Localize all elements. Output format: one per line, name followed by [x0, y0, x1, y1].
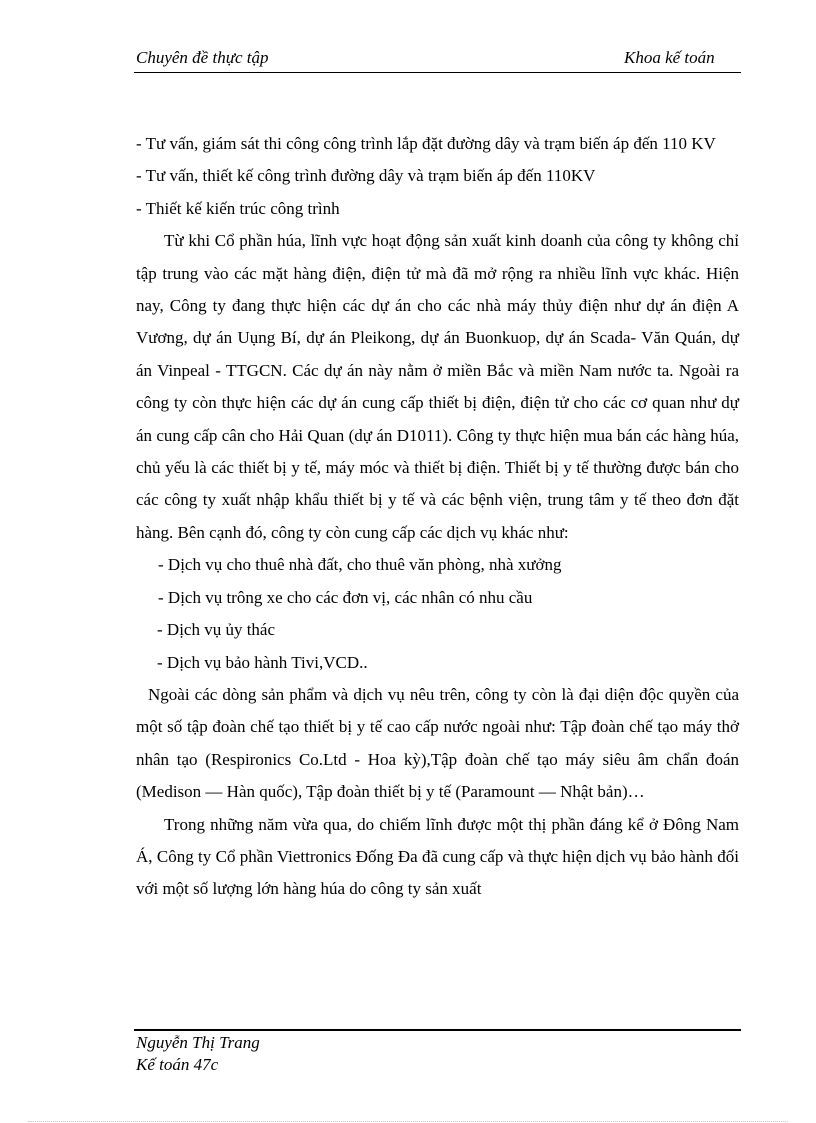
footer-author-name: Nguyễn Thị Trang [136, 1033, 260, 1052]
bullet-consulting-design: - Tư vấn, thiết kế công trình đường dây và trạm biến áp đến 110KV [136, 166, 596, 186]
header-faculty: Khoa kế toán [624, 48, 715, 67]
page-bottom-edge [28, 1121, 788, 1122]
footer-author-class: Kế toán 47c [136, 1055, 219, 1074]
paragraph-business-scope: Từ khi Cổ phần húa, lĩnh vực hoạt động sản xuất kinh doanh của công ty không chỉ tập trung vào các mặt hàng điện, điện tử mà đã mở rộng ra nhiều lĩnh vực khác. Hiện nay, Công ty đang thực hiện các dự án cho các nhà máy thủy điện như dự án điện A Vương, dự án Uụng Bí, dự án Pleikong, dự án Buonkuop, dự án Scada- Văn Quán, dự án Vinpeal - TTGCN. Các dự án này nằm ở miền Bắc và miền Nam nước ta. Ngoài ra công ty còn thực hiện các dự án cung cấp thiết bị điện, điện tử cho các cơ quan như dự án cung cấp cân cho Hải Quan (dự án D1011). Công ty thực hiện mua bán các hàng húa, chủ yếu là các thiết bị y tế, máy móc và thiết bị điện. Thiết bị y tế thường được bán cho các công ty xuất nhập khẩu thiết bị y tế và các bệnh viện, trung tâm y tế theo đơn đặt hàng. Bên cạnh đó, công ty còn cung cấp các dịch vụ khác như: [136, 231, 739, 542]
bullet-consulting-supervision: - Tư vấn, giám sát thi công công trình lắp đặt đường dây và trạm biến áp đến 110 KV [136, 134, 716, 153]
paragraph-market-share: Trong những năm vừa qua, do chiếm lĩnh được một thị phần đáng kể ở Đông Nam Á, Công ty Cổ phần Viettronics Đống Đa đã cung cấp và thực hiện dịch vụ bảo hành đối với một số lượng lớn hàng húa do công ty sản xuất [136, 814, 739, 899]
footer-divider [134, 1029, 741, 1031]
service-item-trust: - Dịch vụ ủy thác [157, 620, 276, 640]
bullet-architecture-design: - Thiết kế kiến trúc công trình [136, 198, 340, 218]
service-item-parking: - Dịch vụ trông xe cho các đơn vị, các nhân có nhu cầu [158, 587, 533, 607]
service-item-rental: - Dịch vụ cho thuê nhà đất, cho thuê văn phòng, nhà xưởng [158, 555, 562, 575]
header-divider [134, 72, 741, 73]
service-item-warranty: - Dịch vụ bảo hành Tivi,VCD.. [157, 652, 368, 672]
header-course-title: Chuyên đề thực tập [136, 48, 269, 67]
paragraph-distribution: Ngoài các dòng sản phẩm và dịch vụ nêu trên, công ty còn là đại diện độc quyền của một số tập đoàn chế tạo thiết bị y tế cao cấp nước ngoài như: Tập đoàn chế tạo máy thở nhân tạo (Respironics Co.Ltd - Hoa kỳ),Tập đoàn chế tạo máy siêu âm chẩn đoán (Medison — Hàn quốc), Tập đoàn thiết bị y tế (Paramount — Nhật bản)… [136, 684, 739, 802]
page-body [136, 128, 739, 906]
